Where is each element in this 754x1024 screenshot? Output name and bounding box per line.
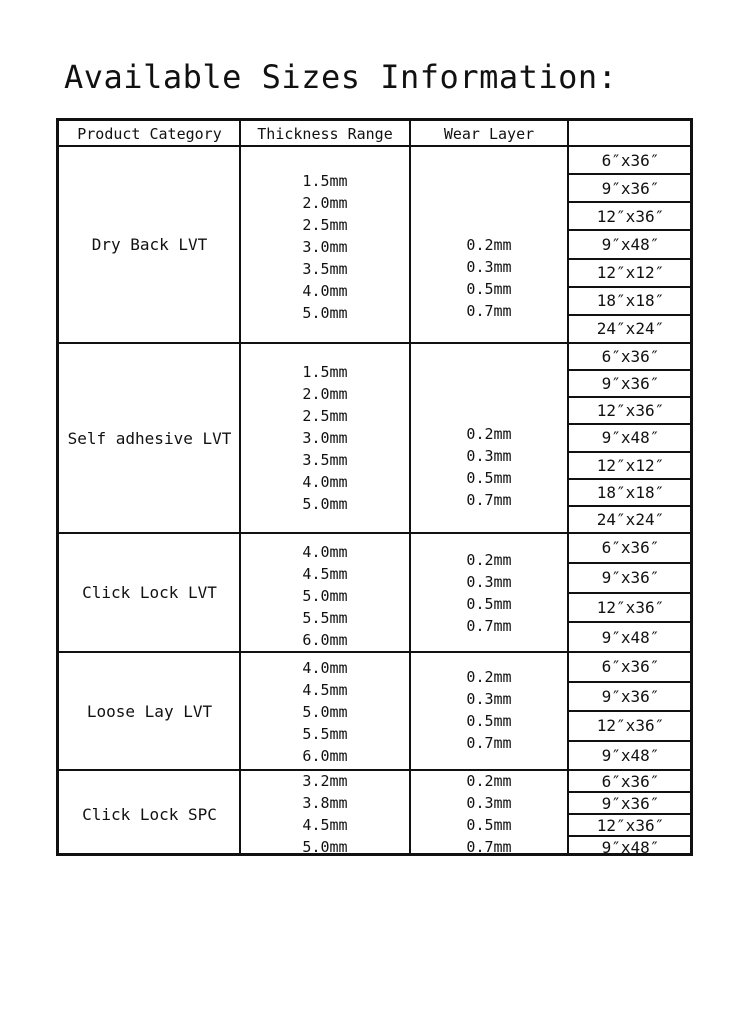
- thickness-value: 2.0mm: [302, 385, 348, 403]
- size-cell: 6″x36″: [601, 150, 660, 170]
- size-divider: [568, 592, 690, 594]
- thickness-value: 3.0mm: [302, 238, 348, 256]
- thickness-value: 1.5mm: [302, 172, 348, 190]
- thickness-value: 2.5mm: [302, 216, 348, 234]
- size-cell: 6″x36″: [601, 657, 660, 677]
- size-divider: [568, 451, 690, 453]
- page-title: Available Sizes Information:: [64, 58, 618, 96]
- thickness-list: [240, 770, 410, 858]
- size-divider: [568, 396, 690, 398]
- wear-layer-value: 0.5mm: [466, 712, 512, 730]
- size-divider: [568, 369, 690, 371]
- size-cell: 12″x12″: [596, 263, 665, 283]
- thickness-list: [240, 361, 410, 515]
- size-divider: [568, 813, 690, 815]
- thickness-value: 3.0mm: [302, 429, 348, 447]
- wear-layer-value: 0.5mm: [466, 816, 512, 834]
- size-divider: [568, 740, 690, 742]
- thickness-list: [240, 657, 410, 767]
- size-cell: 18″x18″: [596, 482, 665, 502]
- thickness-value: 4.0mm: [302, 282, 348, 300]
- size-cell: 9″x48″: [601, 234, 660, 254]
- thickness-value: 4.5mm: [302, 816, 348, 834]
- wear-layer-value: 0.7mm: [466, 838, 512, 856]
- size-cell: 24″x24″: [596, 319, 665, 339]
- product-category: Loose Lay LVT: [86, 701, 213, 721]
- wear-layer-value: 0.3mm: [466, 573, 512, 591]
- size-divider: [568, 173, 690, 175]
- size-cell: 9″x36″: [601, 374, 660, 394]
- product-category: Click Lock LVT: [82, 583, 217, 602]
- thickness-value: 3.2mm: [302, 772, 348, 790]
- column-header: Product Category: [77, 125, 222, 143]
- size-cell: 9″x36″: [601, 178, 660, 198]
- size-cell: 6″x36″: [601, 538, 660, 558]
- size-cell: 6″x36″: [601, 771, 660, 791]
- size-cell: 12″x36″: [596, 401, 665, 421]
- wear-layer-value: 0.2mm: [466, 551, 512, 569]
- thickness-value: 5.5mm: [302, 725, 348, 743]
- size-cell: 9″x36″: [601, 686, 660, 706]
- thickness-value: 3.5mm: [302, 260, 348, 278]
- size-divider: [568, 478, 690, 480]
- size-cell: 18″x18″: [596, 291, 665, 311]
- size-divider: [568, 791, 690, 793]
- size-divider: [568, 229, 690, 231]
- thickness-value: 5.0mm: [302, 495, 348, 513]
- thickness-value: 3.5mm: [302, 451, 348, 469]
- wear-layer-list: [410, 549, 568, 637]
- size-cell: 12″x12″: [596, 455, 665, 475]
- thickness-value: 5.0mm: [302, 304, 348, 322]
- wear-layer-value: 0.2mm: [466, 425, 512, 443]
- thickness-value: 4.5mm: [302, 681, 348, 699]
- size-cell: 12″x36″: [596, 716, 665, 736]
- size-cell: 9″x48″: [601, 745, 660, 765]
- thickness-value: 5.0mm: [302, 703, 348, 721]
- thickness-value: 4.0mm: [302, 659, 348, 677]
- thickness-value: 2.0mm: [302, 194, 348, 212]
- thickness-value: 4.0mm: [302, 543, 348, 561]
- size-divider: [568, 314, 690, 316]
- size-cell: 9″x36″: [601, 568, 660, 588]
- size-divider: [568, 621, 690, 623]
- wear-layer-value: 0.2mm: [466, 668, 512, 686]
- wear-layer-value: 0.3mm: [466, 794, 512, 812]
- thickness-value: 6.0mm: [302, 631, 348, 649]
- thickness-value: 1.5mm: [302, 363, 348, 381]
- thickness-value: 3.8mm: [302, 794, 348, 812]
- wear-layer-value: 0.3mm: [466, 447, 512, 465]
- size-cell: 9″x48″: [601, 428, 660, 448]
- size-divider: [568, 562, 690, 564]
- column-header: [568, 121, 690, 148]
- product-category: Click Lock SPC: [82, 804, 217, 824]
- product-category: Self adhesive LVT: [67, 428, 232, 448]
- wear-layer-list: [410, 423, 568, 511]
- column-header: Wear Layer: [443, 125, 535, 143]
- wear-layer-value: 0.2mm: [466, 772, 512, 790]
- thickness-value: 5.5mm: [302, 609, 348, 627]
- size-cell: 6″x36″: [601, 347, 660, 367]
- product-category: Dry Back LVT: [91, 235, 208, 254]
- sizes-table: [56, 118, 693, 856]
- size-cell: 24″x24″: [596, 509, 665, 529]
- wear-layer-value: 0.3mm: [466, 258, 512, 276]
- wear-layer-value: 0.5mm: [466, 595, 512, 613]
- size-divider: [568, 258, 690, 260]
- size-divider: [568, 423, 690, 425]
- thickness-value: 5.0mm: [302, 587, 348, 605]
- size-divider: [568, 710, 690, 712]
- thickness-value: 4.0mm: [302, 473, 348, 491]
- wear-layer-value: 0.7mm: [466, 491, 512, 509]
- size-cell: 9″x36″: [601, 793, 660, 813]
- size-cell: 9″x48″: [601, 837, 660, 857]
- column-header: Thickness Range: [257, 125, 393, 143]
- size-divider: [568, 505, 690, 507]
- wear-layer-list: [410, 234, 568, 322]
- size-cell: 12″x36″: [596, 206, 665, 226]
- wear-layer-value: 0.2mm: [466, 236, 512, 254]
- thickness-list: [240, 170, 410, 324]
- size-divider: [568, 286, 690, 288]
- thickness-value: 6.0mm: [302, 747, 348, 765]
- wear-layer-value: 0.5mm: [466, 280, 512, 298]
- wear-layer-value: 0.5mm: [466, 469, 512, 487]
- size-cell: 12″x36″: [596, 815, 665, 835]
- thickness-value: 4.5mm: [302, 565, 348, 583]
- wear-layer-list: [410, 770, 568, 858]
- size-cell: 9″x48″: [601, 627, 660, 647]
- wear-layer-list: [410, 666, 568, 754]
- size-divider: [568, 681, 690, 683]
- thickness-value: 2.5mm: [302, 407, 348, 425]
- wear-layer-value: 0.7mm: [466, 734, 512, 752]
- size-divider: [568, 201, 690, 203]
- size-cell: 12″x36″: [596, 597, 665, 617]
- wear-layer-value: 0.3mm: [466, 690, 512, 708]
- size-divider: [568, 835, 690, 837]
- thickness-list: [240, 541, 410, 651]
- thickness-value: 5.0mm: [302, 838, 348, 856]
- wear-layer-value: 0.7mm: [466, 302, 512, 320]
- wear-layer-value: 0.7mm: [466, 617, 512, 635]
